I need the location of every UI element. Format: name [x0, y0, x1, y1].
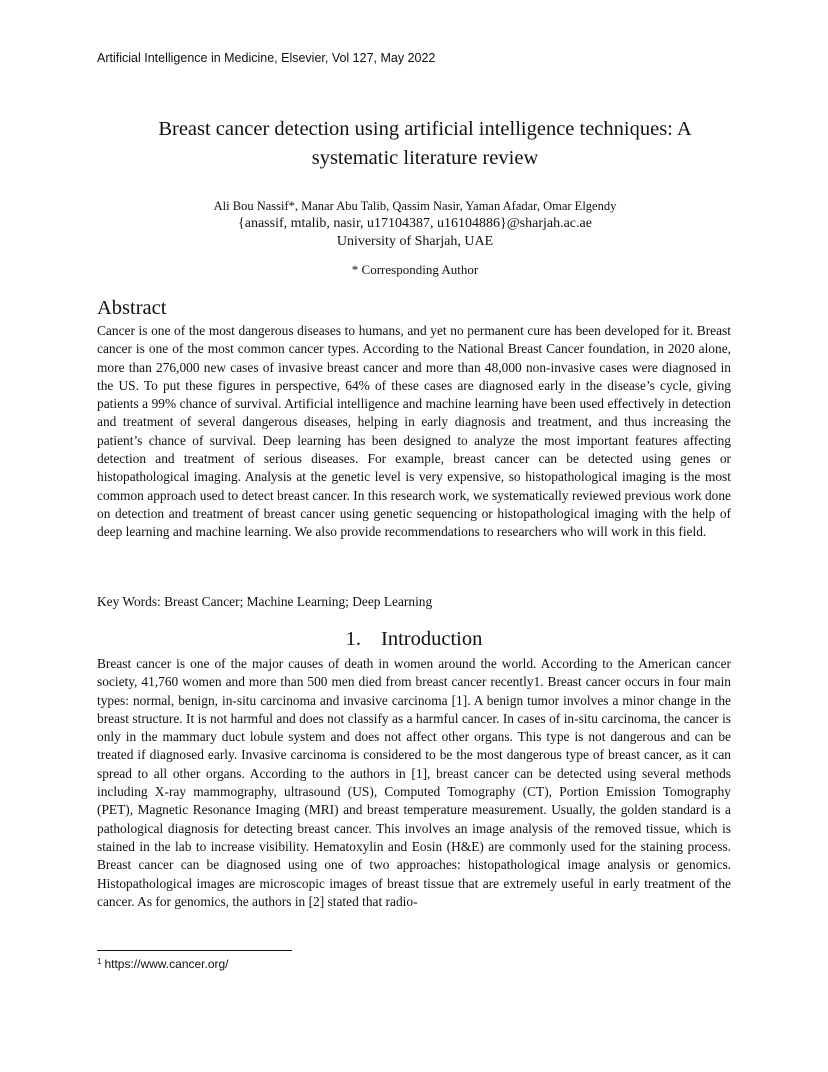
corresponding-author-note: * Corresponding Author — [351, 262, 479, 277]
introduction-text: Breast cancer is one of the major causes of death in women around the world. According to the American cancer society, 41,760 women and more than 500 men died from breast cancer recently1. Breast cancer occurs in four main types: normal, benign, in-situ carcinoma and invasive carcinoma [1]. A benign tumor involves a minor change in the breast structure. It is not harmful and does not classify as a harmful cancer. In cases of in-situ carcinoma, the cancer is only in the mammary duct lobule system and does not affect other organs. This type is not dangerous and can be treated if diagnosed early. Invasive carcinoma is considered to be the most dangerous type of breast cancer, as it can spread to all other organs. According to the authors in [1], breast cancer can be detected using several methods including X-ray mammography, ultrasound (US), Computed Tomography (CT), Portion Emission Tomography (PET), Magnetic Resonance Imaging (MRI) and breast temperature measurement. Usually, the golden standard is a pathological diagnosis for detecting breast cancer. This involves an image analysis of the removed tissue, which is stained in the lab to increase visibility. Hematoxylin and Eosin (H&E) are commonly used for the staining process. Breast cancer can be diagnosed using one of two approaches: histopathological image analysis or genomics. Histopathological images are microscopic images of breast tissue that are extremely useful in early treatment of the cancer. As for genomics, the authors in [2] stated that radio- — [97, 656, 731, 909]
keywords: Key Words: Breast Cancer; Machine Learning; Deep Learning — [97, 594, 433, 609]
paper-title: Breast cancer detection using artificial intelligence techniques: A systematic literature review — [158, 118, 692, 169]
introduction-heading — [0, 628, 828, 651]
author-names: Ali Bou Nassif*, Manar Abu Talib, Qassim Nasir, Yaman Afadar, Omar Elgendy — [213, 199, 617, 213]
abstract-heading: Abstract — [97, 297, 167, 319]
journal-header: Artificial Intelligence in Medicine, Elsevier, Vol 127, May 2022 — [97, 51, 436, 65]
abstract-text: Cancer is one of the most dangerous diseases to humans, and yet no permanent cure has been developed for it. Breast cancer is one of the most common cancer types. According to the National Breast Cancer foundation, in 2020 alone, more than 276,000 new cases of invasive breast cancer and more than 48,000 non-invasive cases were diagnosed in the US. To put these figures in perspective, 64% of these cases are diagnosed early in the disease’s cycle, giving patients a 99% chance of survival. Artificial intelligence and machine learning have been used effectively in detection and treatment of several dangerous diseases, helping in early diagnosis and treatment, and thus increasing the patient’s chance of survival. Deep learning has been designed to analyze the most important features affecting detection and treatment of serious diseases. For example, breast cancer can be detected using genes or histopathological imaging. Analysis at the genetic level is very expensive, so histopathological imaging is the most common approach used to detect breast cancer. In this research work, we systematically reviewed previous work done on detection and treatment of breast cancer using genetic sequencing or histopathological imaging with the help of deep learning and machine learning. We also provide recommendations to researchers who will work in this field. — [97, 323, 731, 540]
footnote — [97, 957, 229, 971]
footnote-link[interactable]: https://www.cancer.org/ — [104, 957, 229, 971]
footnote-divider — [97, 950, 292, 951]
author-emails: {anassif, mtalib, nasir, u17104387, u16104886}@sharjah.ac.ae — [238, 216, 592, 231]
section-title: Introduction — [381, 628, 483, 650]
author-affiliation: University of Sharjah, UAE — [336, 234, 494, 249]
footnote-marker: 1 — [97, 957, 102, 966]
author-block — [100, 198, 730, 251]
section-number: 1. — [345, 628, 362, 650]
